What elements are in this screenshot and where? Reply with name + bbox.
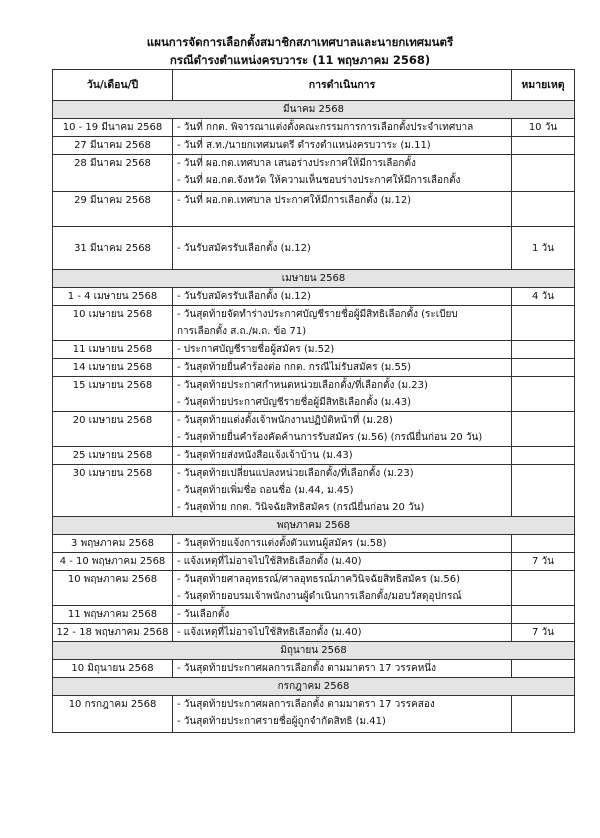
action-line: - วันสุดท้ายแต่งตั้งเจ้าพนักงานปฏิบัติหน้าที่ (ม.28)	[177, 415, 393, 426]
action-line: การเลือกตั้ง ส.ถ./ผ.ถ. ข้อ 71)	[177, 326, 307, 337]
row-date: 14 เมษายน 2568	[53, 359, 173, 377]
row-note	[512, 696, 575, 733]
row-date: 30 เมษายน 2568	[53, 465, 173, 517]
action-line: - แจ้งเหตุที่ไม่อาจไปใช้สิทธิเลือกตั้ง (ม.40)	[177, 556, 362, 567]
row-action	[173, 412, 512, 447]
row-note	[512, 571, 575, 606]
month-label: พฤษภาคม 2568	[53, 517, 575, 535]
month-label: มิถุนายน 2568	[53, 642, 575, 660]
action-line: - วันเลือกตั้ง	[177, 609, 230, 620]
row-date: 20 เมษายน 2568	[53, 412, 173, 447]
table-row	[53, 341, 575, 359]
action-line: - วันสุดท้ายประกาศผลการเลือกตั้ง ตามมาตรา 17 วรรคสอง	[177, 699, 435, 710]
row-date: 10 - 19 มีนาคม 2568	[53, 119, 173, 137]
month-row	[53, 678, 575, 696]
table-row	[53, 359, 575, 377]
row-date: 3 พฤษภาคม 2568	[53, 535, 173, 553]
row-date: 10 กรกฎาคม 2568	[53, 696, 173, 733]
month-row	[53, 270, 575, 288]
table-row	[53, 696, 575, 733]
row-note: 7 วัน	[512, 553, 575, 571]
table-row	[53, 624, 575, 642]
row-note: 10 วัน	[512, 119, 575, 137]
action-line: - วันรับสมัครรับเลือกตั้ง (ม.12)	[177, 242, 311, 254]
table-row	[53, 553, 575, 571]
row-note: 7 วัน	[512, 624, 575, 642]
action-line: - วันสุดท้ายส่งหนังสือแจ้งเจ้าบ้าน (ม.43)	[177, 450, 353, 461]
month-label: เมษายน 2568	[53, 270, 575, 288]
row-action	[173, 341, 512, 359]
month-label: มีนาคม 2568	[53, 101, 575, 119]
row-date: 28 มีนาคม 2568	[53, 155, 173, 192]
action-line: - วันสุดท้ายศาลอุทธรณ์/ศาลอุทธรณ์ภาควินิจฉัยสิทธิสมัคร (ม.56)	[177, 574, 461, 585]
row-note	[512, 137, 575, 155]
row-date: 31 มีนาคม 2568	[53, 227, 173, 270]
month-row	[53, 101, 575, 119]
row-action	[173, 624, 512, 642]
row-action	[173, 377, 512, 412]
header-note: หมายเหตุ	[512, 70, 575, 101]
month-row	[53, 517, 575, 535]
action-line: - วันรับสมัครรับเลือกตั้ง (ม.12)	[177, 291, 311, 302]
row-action	[173, 696, 512, 733]
row-note	[512, 660, 575, 678]
action-line: - วันสุดท้ายจัดทำร่างประกาศบัญชีรายชื่อผู้มีสิทธิเลือกตั้ง (ระเบียบ	[177, 309, 458, 320]
election-schedule-table	[52, 69, 575, 733]
row-date: 11 พฤษภาคม 2568	[53, 606, 173, 624]
row-action	[173, 137, 512, 155]
row-action	[173, 465, 512, 517]
row-date: 12 - 18 พฤษภาคม 2568	[53, 624, 173, 642]
row-note: 4 วัน	[512, 288, 575, 306]
action-line: - วันสุดท้าย กกต. วินิจฉัยสิทธิสมัคร (กรณียื่นก่อน 20 วัน)	[177, 502, 425, 513]
table-row	[53, 660, 575, 678]
action-line: - วันสุดท้ายอบรมเจ้าพนักงานผู้ดำเนินการเลือกตั้ง/มอบวัสดุอุปกรณ์	[177, 591, 462, 602]
row-note	[512, 606, 575, 624]
action-line: - วันสุดท้ายยื่นคำร้องคัดค้านการรับสมัคร (ม.56) (กรณียื่นก่อน 20 วัน)	[177, 432, 483, 443]
row-date: 10 มิถุนายน 2568	[53, 660, 173, 678]
table-row	[53, 192, 575, 227]
action-line: - วันสุดท้ายเปลี่ยนแปลงหน่วยเลือกตั้ง/ที่เลือกตั้ง (ม.23)	[177, 468, 414, 479]
table-row	[53, 535, 575, 553]
row-date: 4 - 10 พฤษภาคม 2568	[53, 553, 173, 571]
table-row	[53, 465, 575, 517]
row-action	[173, 306, 512, 341]
table-row	[53, 137, 575, 155]
row-note	[512, 535, 575, 553]
row-action	[173, 571, 512, 606]
row-note	[512, 155, 575, 192]
table-row	[53, 227, 575, 270]
month-label: กรกฎาคม 2568	[53, 678, 575, 696]
table-row	[53, 306, 575, 341]
row-note	[512, 447, 575, 465]
row-action	[173, 535, 512, 553]
action-line: - วันที่ ผอ.กต.เทศบาล ประกาศให้มีการเลือกตั้ง (ม.12)	[177, 195, 412, 206]
row-note	[512, 306, 575, 341]
document-subtitle: กรณีดำรงตำแหน่งครบวาระ (11 พฤษภาคม 2568)	[169, 53, 431, 67]
row-action	[173, 447, 512, 465]
action-line: - วันสุดท้ายประกาศบัญชีรายชื่อผู้มีสิทธิเลือกตั้ง (ม.43)	[177, 397, 412, 408]
row-action	[173, 660, 512, 678]
row-action	[173, 288, 512, 306]
row-date: 1 - 4 เมษายน 2568	[53, 288, 173, 306]
row-note	[512, 359, 575, 377]
action-line: - วันสุดท้ายเพิ่มชื่อ ถอนชื่อ (ม.44, ม.45)	[177, 485, 354, 496]
table-row	[53, 447, 575, 465]
month-row	[53, 642, 575, 660]
row-date: 27 มีนาคม 2568	[53, 137, 173, 155]
row-action	[173, 192, 512, 227]
row-date: 11 เมษายน 2568	[53, 341, 173, 359]
row-action	[173, 119, 512, 137]
row-note	[512, 465, 575, 517]
header-action: การดำเนินการ	[173, 70, 512, 101]
table-header-row	[53, 70, 575, 101]
action-line: - วันสุดท้ายแจ้งการแต่งตั้งตัวแทนผู้สมัคร (ม.58)	[177, 538, 387, 549]
action-line: - วันสุดท้ายประกาศรายชื่อผู้ถูกจำกัดสิทธิ (ม.41)	[177, 716, 386, 727]
action-line: - วันที่ กกต. พิจารณาแต่งตั้งคณะกรรมการการเลือกตั้งประจำเทศบาล	[177, 122, 474, 133]
action-line: - วันสุดท้ายประกาศผลการเลือกตั้ง ตามมาตรา 17 วรรคหนึ่ง	[177, 663, 437, 674]
header-date: วัน/เดือน/ปี	[53, 70, 173, 101]
row-action	[173, 553, 512, 571]
row-note	[512, 192, 575, 227]
table-row	[53, 288, 575, 306]
action-line: - วันที่ ผอ.กต.จังหวัด ให้ความเห็นชอบร่างประกาศให้มีการเลือกตั้ง	[177, 175, 461, 186]
row-date: 10 พฤษภาคม 2568	[53, 571, 173, 606]
action-line: - ประกาศบัญชีรายชื่อผู้สมัคร (ม.52)	[177, 344, 335, 355]
table-row	[53, 377, 575, 412]
row-date: 29 มีนาคม 2568	[53, 192, 173, 227]
table-row	[53, 119, 575, 137]
row-date: 15 เมษายน 2568	[53, 377, 173, 412]
row-action	[173, 227, 512, 270]
row-action	[173, 359, 512, 377]
action-line: - วันสุดท้ายประกาศกำหนดหน่วยเลือกตั้ง/ที่เลือกตั้ง (ม.23)	[177, 380, 428, 391]
row-note	[512, 412, 575, 447]
action-line: - แจ้งเหตุที่ไม่อาจไปใช้สิทธิเลือกตั้ง (ม.40)	[177, 627, 362, 638]
table-row	[53, 571, 575, 606]
action-line: - วันสุดท้ายยื่นคำร้องต่อ กกต. กรณีไม่รับสมัคร (ม.55)	[177, 362, 412, 373]
table-row	[53, 155, 575, 192]
row-note: 1 วัน	[512, 227, 575, 270]
table-row	[53, 412, 575, 447]
row-date: 25 เมษายน 2568	[53, 447, 173, 465]
action-line: - วันที่ ส.ท./นายกเทศมนตรี ดำรงตำแหน่งครบวาระ (ม.11)	[177, 140, 431, 151]
row-action	[173, 606, 512, 624]
table-row	[53, 606, 575, 624]
action-line: - วันที่ ผอ.กต.เทศบาล เสนอร่างประกาศให้มีการเลือกตั้ง	[177, 158, 416, 169]
row-note	[512, 341, 575, 359]
row-action	[173, 155, 512, 192]
document-title: แผนการจัดการเลือกตั้งสมาชิกสภาเทศบาลและนายกเทศมนตรี	[146, 35, 454, 49]
row-date: 10 เมษายน 2568	[53, 306, 173, 341]
row-note	[512, 377, 575, 412]
